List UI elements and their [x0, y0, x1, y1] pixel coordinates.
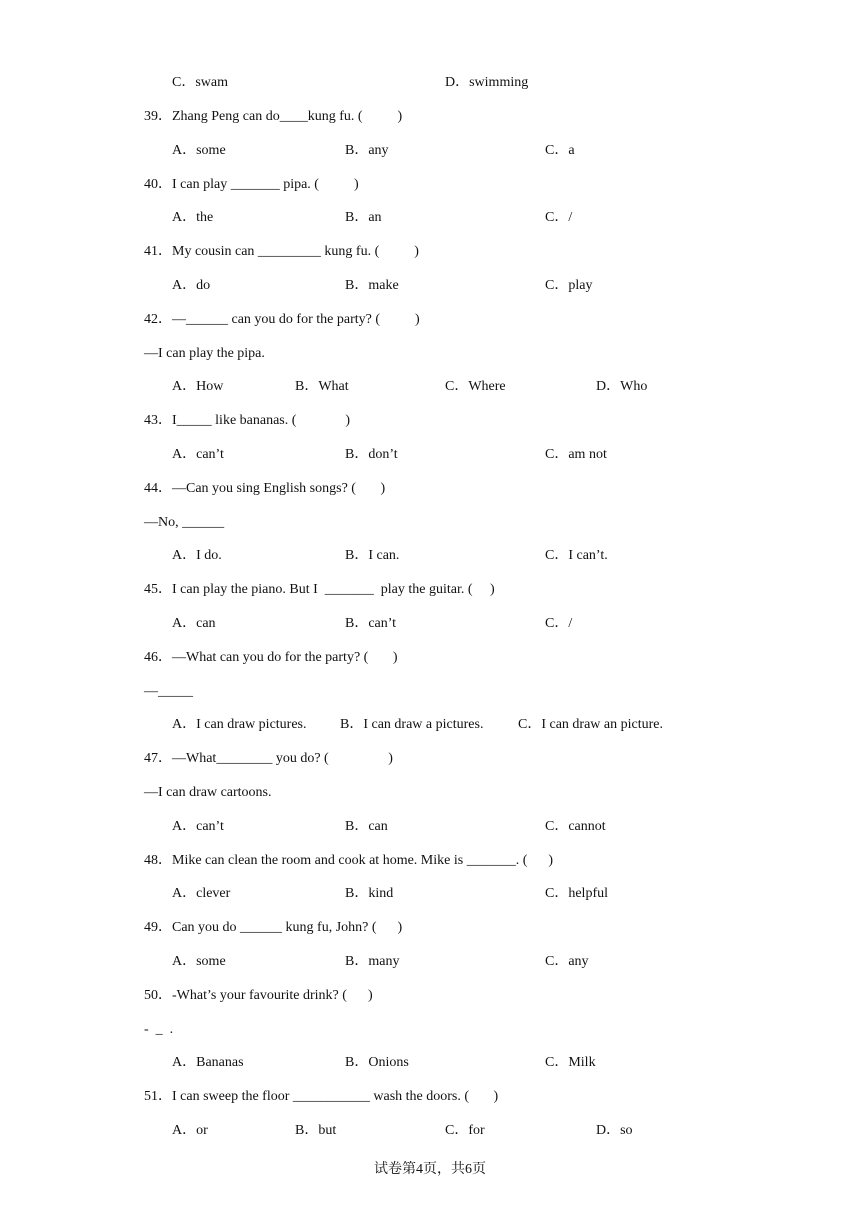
- q47-answer: —I can draw cartoons.: [144, 785, 272, 800]
- q43-option-a: A．can’t: [172, 447, 224, 462]
- question-46: 46．—What can you do for the party? ( ): [144, 650, 398, 665]
- q46-answer: —_____: [144, 684, 193, 699]
- question-44: 44．—Can you sing English songs? ( ): [144, 481, 386, 496]
- q40-option-a: A．the: [172, 210, 214, 225]
- q47-option-c: C．cannot: [545, 819, 606, 834]
- q47-option-b: B．can: [345, 819, 388, 834]
- q49-option-b: B．many: [345, 954, 400, 969]
- q41-option-c: C．play: [545, 278, 593, 293]
- q45-option-a: A．can: [172, 616, 216, 631]
- q42-option-d: D．Who: [596, 379, 648, 394]
- q46-option-a: A．I can draw pictures.: [172, 717, 307, 732]
- q40-option-b: B．an: [345, 210, 382, 225]
- q48-option-b: B．kind: [345, 886, 394, 901]
- q43-option-b: B．don’t: [345, 447, 398, 462]
- q51-option-d: D．so: [596, 1123, 633, 1138]
- q50-answer: - _ .: [144, 1022, 174, 1037]
- q42-option-b: B．What: [295, 379, 349, 394]
- q43-option-c: C．am not: [545, 447, 607, 462]
- q39-option-a: A．some: [172, 143, 226, 158]
- q40-option-c: C．/: [545, 210, 573, 225]
- q38-option-d: D．swimming: [445, 75, 529, 90]
- question-42: 42．—______ can you do for the party? ( ): [144, 312, 420, 327]
- question-43: 43．I_____ like bananas. ( ): [144, 413, 351, 428]
- q48-option-a: A．clever: [172, 886, 231, 901]
- q49-option-c: C．any: [545, 954, 589, 969]
- q49-option-a: A．some: [172, 954, 226, 969]
- q51-option-c: C．for: [445, 1123, 485, 1138]
- q50-option-a: A．Bananas: [172, 1055, 244, 1070]
- question-51: 51．I can sweep the floor ___________ wash the doors. ( ): [144, 1089, 499, 1104]
- q48-option-c: C．helpful: [545, 886, 608, 901]
- q44-option-c: C．I can’t.: [545, 548, 608, 563]
- q38-option-c: C．swam: [172, 75, 228, 90]
- q44-option-b: B．I can.: [345, 548, 400, 563]
- q50-option-b: B．Onions: [345, 1055, 409, 1070]
- q46-option-c: C．I can draw an picture.: [518, 717, 663, 732]
- question-45: 45．I can play the piano. But I _______ play the guitar. ( ): [144, 582, 495, 597]
- q45-option-b: B．can’t: [345, 616, 397, 631]
- q42-answer: —I can play the pipa.: [144, 346, 265, 361]
- q44-option-a: A．I do.: [172, 548, 222, 563]
- q44-answer: —No, ______: [144, 515, 225, 530]
- question-47: 47．—What________ you do? ( ): [144, 751, 393, 766]
- q51-option-b: B．but: [295, 1123, 337, 1138]
- q51-option-a: A．or: [172, 1123, 208, 1138]
- q46-option-b: B．I can draw a pictures.: [340, 717, 484, 732]
- q45-option-c: C．/: [545, 616, 573, 631]
- q47-option-a: A．can’t: [172, 819, 224, 834]
- question-39: 39．Zhang Peng can do____kung fu. ( ): [144, 109, 403, 124]
- question-41: 41．My cousin can _________ kung fu. ( ): [144, 244, 419, 259]
- q50-option-c: C．Milk: [545, 1055, 596, 1070]
- q39-option-b: B．any: [345, 143, 389, 158]
- q42-option-a: A．How: [172, 379, 224, 394]
- question-49: 49．Can you do ______ kung fu, John? ( ): [144, 920, 403, 935]
- q39-option-c: C．a: [545, 143, 575, 158]
- question-50: 50．-What’s your favourite drink? ( ): [144, 988, 373, 1003]
- q41-option-a: A．do: [172, 278, 211, 293]
- q42-option-c: C．Where: [445, 379, 506, 394]
- page-footer: 试卷第4页，共6页: [374, 1162, 486, 1177]
- question-40: 40．I can play _______ pipa. ( ): [144, 177, 359, 192]
- question-48: 48．Mike can clean the room and cook at home. Mike is _______. ( ): [144, 853, 554, 868]
- q41-option-b: B．make: [345, 278, 399, 293]
